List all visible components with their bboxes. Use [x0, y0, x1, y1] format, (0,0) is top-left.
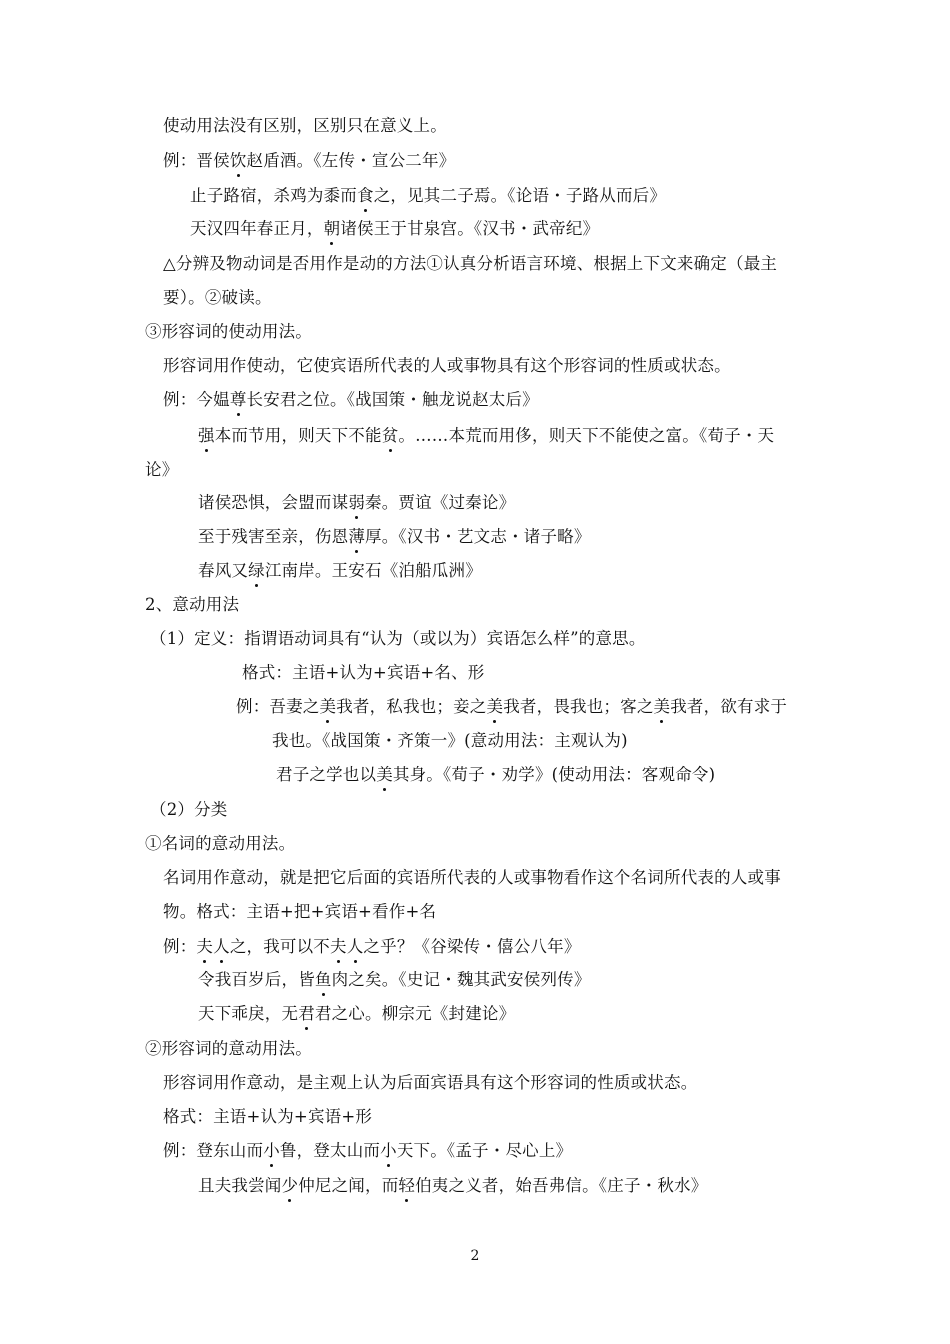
text-line: 令我百岁后，皆鱼肉之矣。《史记・魏其武安侯列传》 [198, 970, 591, 989]
emphasis-char: 贫 [381, 426, 399, 445]
section-heading: （2）分类 [150, 800, 228, 819]
emphasis-char: 君 [298, 1004, 315, 1023]
text-line: （1）定义：指谓语动词具有“认为（或以为）宾语怎么样”的意思。 [150, 629, 646, 648]
text-line: 例：今媪尊长安君之位。《战国策・触龙说赵太后》 [163, 390, 539, 409]
emphasis-char: 美 [653, 697, 671, 716]
text-line: 且夫我尝闻少仲尼之闻，而轻伯夷之义者，始吾弗信。《庄子・秋水》 [198, 1176, 708, 1195]
emphasis-char: 小 [263, 1141, 280, 1160]
emphasis-char: 绿 [248, 561, 265, 580]
emphasis-char: 夫 [196, 937, 214, 956]
text-line: 要）。②破读。 [163, 288, 272, 307]
text-line: 例：吾妻之美我者，私我也；妾之美我者，畏我也；客之美我者，欲有求于 [236, 697, 788, 716]
emphasis-char: 美 [486, 697, 504, 716]
text-line: 天汉四年春正月，朝诸侯王于甘泉宫。《汉书・武帝纪》 [190, 219, 600, 238]
text-line: △分辨及物动词是否用作是动的方法①认真分析语言环境、根据上下文来确定（最主 [163, 254, 778, 273]
text-line: 例：夫人之，我可以不夫人之乎？《谷梁传・僖公八年》 [163, 937, 581, 956]
text-line: 天下乖戾，无君君之心。柳宗元《封建论》 [198, 1004, 516, 1023]
emphasis-char: 薄 [348, 527, 366, 546]
text-line: 春风又绿江南岸。王安石《泊船瓜洲》 [198, 561, 482, 580]
text-line: 格式：主语+认为+宾语+名、形 [242, 663, 485, 682]
emphasis-char: 饮 [229, 151, 247, 170]
emphasis-char: 夫 [330, 937, 347, 956]
emphasis-char: 美 [376, 765, 393, 784]
text-line: 君子之学也以美其身。《荀子・劝学》(使动用法：客观命令) [276, 765, 716, 784]
text-line: 使动用法没有区别，区别只在意义上。 [163, 116, 447, 135]
emphasis-char: 强 [198, 426, 215, 445]
emphasis-char: 食 [357, 186, 374, 205]
section-heading: ①名词的意动用法。 [145, 834, 296, 853]
text-line: 例：晋侯饮赵盾酒。《左传・宣公二年》 [163, 151, 456, 170]
emphasis-char: 美 [319, 697, 337, 716]
text-line: 我也。《战国策・齐策一》(意动用法：主观认为) [272, 731, 628, 750]
emphasis-char: 人 [213, 937, 230, 956]
text-line: 诸侯恐惧，会盟而谋弱秦。贾谊《过秦论》 [198, 493, 516, 512]
section-heading: 2、意动用法 [145, 595, 240, 614]
text-line: 例：登东山而小鲁，登太山而小天下。《孟子・尽心上》 [163, 1141, 573, 1160]
text-line: 至于残害至亲，伤恩薄厚。《汉书・艺文志・诸子略》 [198, 527, 591, 546]
text-line: 物。格式：主语+把+宾语+看作+名 [163, 902, 437, 921]
text-line: 论》 [145, 460, 179, 479]
text-line: 形容词用作意动，是主观上认为后面宾语具有这个形容词的性质或状态。 [163, 1073, 698, 1092]
emphasis-char: 尊 [229, 390, 247, 409]
emphasis-char: 轻 [398, 1176, 416, 1195]
emphasis-char: 朝 [323, 219, 341, 238]
emphasis-char: 少 [281, 1176, 299, 1195]
text-line: 止子路宿，杀鸡为黍而食之，见其二子焉。《论语・子路从而后》 [190, 186, 667, 205]
emphasis-char: 小 [380, 1141, 397, 1160]
emphasis-char: 人 [346, 937, 364, 956]
emphasis-char: 鱼 [314, 970, 332, 989]
section-heading: ③形容词的使动用法。 [145, 322, 312, 341]
text-line: 强本而节用，则天下不能贫。……本荒而用侈，则天下不能使之富。《荀子・天 [198, 426, 775, 445]
section-heading: ②形容词的意动用法。 [145, 1039, 312, 1058]
emphasis-char: 弱 [348, 493, 366, 512]
text-line: 名词用作意动，就是把它后面的宾语所代表的人或事物看作这个名词所代表的人或事 [163, 868, 781, 887]
page-number: 2 [470, 1248, 480, 1264]
text-line: 格式：主语+认为+宾语+形 [163, 1107, 373, 1126]
text-line: 形容词用作使动，它使宾语所代表的人或事物具有这个形容词的性质或状态。 [163, 356, 731, 375]
